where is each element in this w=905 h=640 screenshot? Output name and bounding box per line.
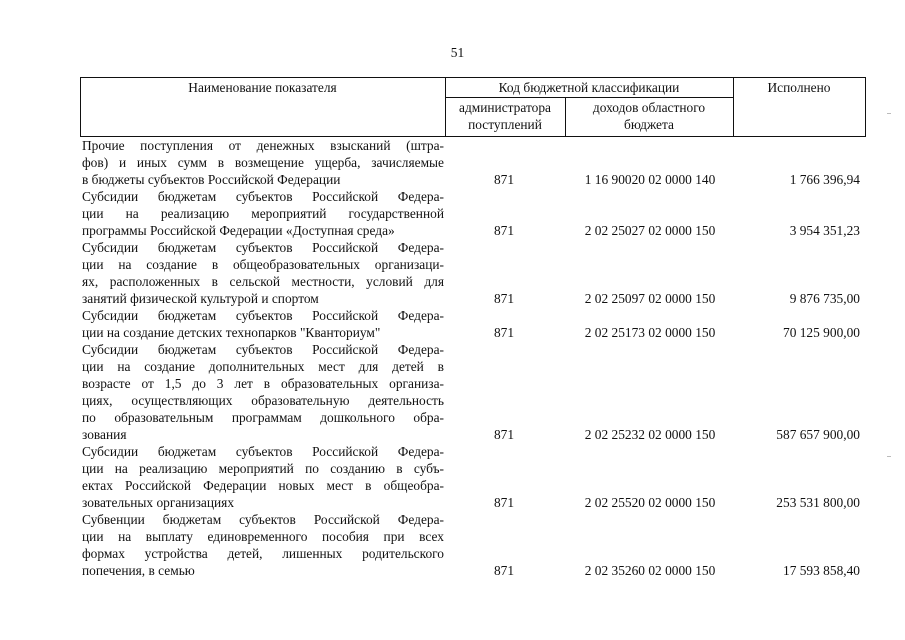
executed-amount: 70 125 900,00 xyxy=(783,325,860,340)
indicator-name-line: по образовательным программам дошкольного обра- xyxy=(82,410,444,425)
executed-amount: 17 593 858,40 xyxy=(783,563,860,578)
indicator-name-line: Субвенции бюджетам субъектов Российской Федера- xyxy=(82,512,444,527)
table-header xyxy=(80,77,866,137)
header-executed: Исполнено xyxy=(767,80,831,95)
header-right-rule xyxy=(865,77,866,137)
header-admin xyxy=(445,99,565,133)
indicator-name-line: ции на создание дополнительных мест для детей в xyxy=(82,359,444,374)
indicator-name-line: ции на создание в общеобразовательных организаци- xyxy=(82,257,444,272)
indicator-name-line: Субсидии бюджетам субъектов Российской Федера- xyxy=(82,342,444,357)
income-code: 2 02 25520 02 0000 150 xyxy=(584,495,716,510)
indicator-name-line: Субсидии бюджетам субъектов Российской Федера- xyxy=(82,240,444,255)
executed-amount: 1 766 396,94 xyxy=(789,172,860,187)
indicator-name-line: занятий физической культурой и спортом xyxy=(82,291,319,306)
executed-amount: 587 657 900,00 xyxy=(776,427,860,442)
admin-code: 871 xyxy=(493,495,515,510)
admin-code: 871 xyxy=(493,427,515,442)
header-code-group: Код бюджетной классификации xyxy=(498,80,680,95)
indicator-name-line: формах устройства детей, лишенных родительского xyxy=(82,546,444,561)
indicator-name-line: зовательных организациях xyxy=(82,495,235,510)
indicator-name-line: зования xyxy=(82,427,127,442)
admin-code: 871 xyxy=(493,291,515,306)
table-row xyxy=(80,137,866,188)
header-admin-line: администратора xyxy=(459,100,551,115)
income-code: 2 02 35260 02 0000 150 xyxy=(584,563,716,578)
table-row xyxy=(80,511,866,579)
indicator-name-line: ектах Российской Федерации новых мест в общеобра- xyxy=(82,478,444,493)
indicator-name xyxy=(80,511,444,579)
indicator-name xyxy=(80,137,444,188)
indicator-name-line: фов) и иных сумм в возмещение ущерба, зачисляемые xyxy=(82,155,444,170)
header-income-line: бюджета xyxy=(624,117,674,132)
admin-code: 871 xyxy=(493,223,515,238)
indicator-name xyxy=(80,188,444,239)
indicator-name-line: в бюджеты субъектов Российской Федерации xyxy=(82,172,341,187)
indicator-name-line: ции на выплату единовременного пособия при всех xyxy=(82,529,444,544)
scan-mark xyxy=(887,456,891,457)
header-income-line: доходов областного xyxy=(592,100,706,115)
indicator-name-line: циях, осуществляющих образовательную деятельность xyxy=(82,393,444,408)
table-row xyxy=(80,341,866,443)
income-code: 2 02 25097 02 0000 150 xyxy=(584,291,716,306)
indicator-name-line: Субсидии бюджетам субъектов Российской Федера- xyxy=(82,444,444,459)
indicator-name-line: ции на создание детских технопарков "Кванториум" xyxy=(82,325,381,340)
table-row xyxy=(80,307,866,341)
table-row xyxy=(80,188,866,239)
income-code: 1 16 90020 02 0000 140 xyxy=(584,172,716,187)
header-admin-line: поступлений xyxy=(468,117,542,132)
admin-code: 871 xyxy=(493,325,515,340)
header-income xyxy=(565,99,733,133)
scan-mark xyxy=(887,113,891,114)
indicator-name-line: Субсидии бюджетам субъектов Российской Федера- xyxy=(82,189,444,204)
header-top-rule xyxy=(80,77,866,78)
page-number: 51 xyxy=(450,45,465,60)
indicator-name-line: попечения, в семью xyxy=(82,563,195,578)
table-row xyxy=(80,443,866,511)
income-code: 2 02 25173 02 0000 150 xyxy=(584,325,716,340)
indicator-name xyxy=(80,443,444,511)
indicator-name-line: программы Российской Федерации «Доступная среда» xyxy=(82,223,395,238)
indicator-name-line: Прочие поступления от денежных взысканий (штра- xyxy=(82,138,444,153)
table-body xyxy=(80,137,866,579)
admin-code: 871 xyxy=(493,563,515,578)
indicator-name-line: ции на реализацию мероприятий по созданию в субъ- xyxy=(82,461,444,476)
indicator-name-line: Субсидии бюджетам субъектов Российской Федера- xyxy=(82,308,444,323)
executed-amount: 253 531 800,00 xyxy=(776,495,860,510)
indicator-name xyxy=(80,239,444,307)
indicator-name-line: ях, расположенных в сельской местности, условий для xyxy=(82,274,444,289)
table-row xyxy=(80,239,866,307)
income-code: 2 02 25232 02 0000 150 xyxy=(584,427,716,442)
executed-amount: 3 954 351,23 xyxy=(789,223,860,238)
header-group-rule xyxy=(445,97,733,98)
header-name: Наименование показателя xyxy=(188,80,337,95)
indicator-name-line: возрасте от 1,5 до 3 лет в образовательных организа- xyxy=(82,376,444,391)
indicator-name xyxy=(80,341,444,443)
indicator-name xyxy=(80,307,444,341)
executed-amount: 9 876 735,00 xyxy=(789,291,860,306)
indicator-name-line: ции на реализацию мероприятий государственной xyxy=(82,206,444,221)
income-code: 2 02 25027 02 0000 150 xyxy=(584,223,716,238)
admin-code: 871 xyxy=(493,172,515,187)
